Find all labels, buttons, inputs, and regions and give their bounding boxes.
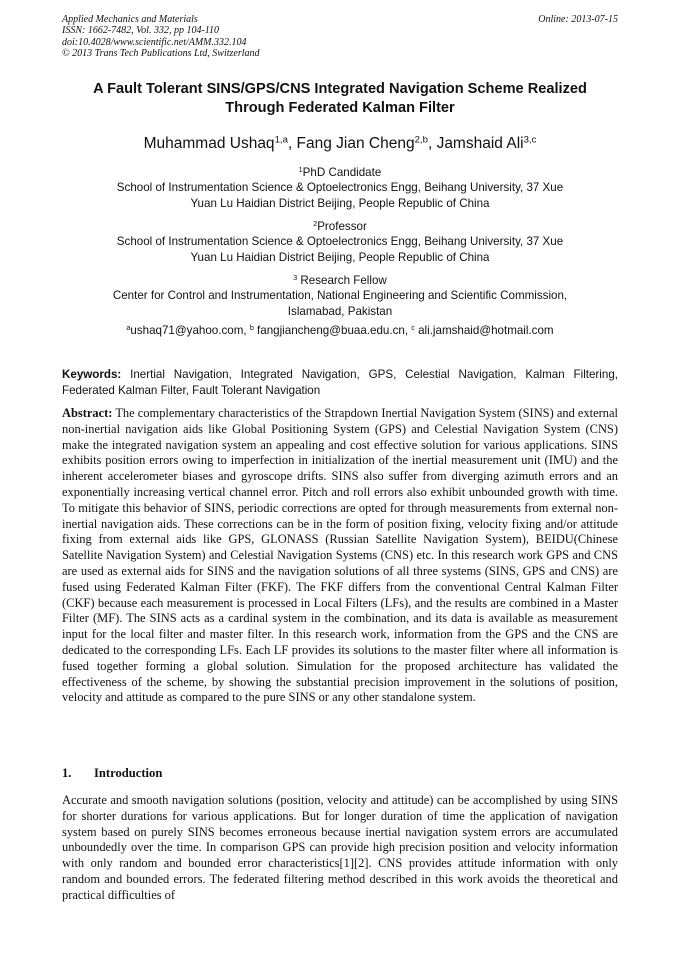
paper-title: A Fault Tolerant SINS/GPS/CNS Integrated Navigation Scheme Realized Through Federated Kalman Filter [93,81,587,116]
affiliation-line: Yuan Lu Haidian District Beijing, People Republic of China [190,196,490,210]
affiliation-3 [62,273,618,319]
journal-name: Applied Mechanics and Materials [62,14,198,25]
author-separator: , [427,135,437,152]
affiliation-2 [62,219,618,265]
affiliation-mark: 1 [298,165,303,175]
affiliation-mark: 2 [313,219,318,229]
section-heading [62,765,618,781]
email-address[interactable]: ali.jamshaid@hotmail.com [414,324,554,337]
copyright-line: © 2013 Trans Tech Publications Ltd, Switzerland [62,48,260,60]
email-mark: b [249,323,254,333]
email-mark: c [411,323,415,333]
affiliation-role [62,219,618,234]
affiliation-role [62,273,618,288]
affiliation-line: Islamabad, Pakistan [287,304,393,318]
affiliation-role [62,165,618,180]
author-name: Jamshaid Ali [436,135,524,152]
affiliation-mark: 3 [293,273,298,283]
author-list [62,134,618,154]
journal-header [62,14,618,60]
affiliation-line: School of Instrumentation Science & Optoelectronics Engg, Beihang University, 37 Xue [116,181,564,195]
section-title-text: Introduction [94,766,163,780]
affiliation-1 [62,165,618,211]
online-date: Online: 2013-07-15 [538,14,618,25]
affiliation-role-text: PhD Candidate [302,166,382,179]
email-list [62,323,618,338]
author-affiliation-mark: 3,c [523,134,537,146]
keywords-label: Keywords: [62,368,122,381]
email-separator: , [404,324,412,337]
affiliation-line: Center for Control and Instrumentation, National Engineering and Scientific Commission, [112,289,568,303]
affiliation-role-text: Professor [317,220,367,233]
author-separator: , [287,135,297,152]
doi-line: doi:10.4028/www.scientific.net/AMM.332.104 [62,36,247,48]
affiliation-role-text: Research Fellow [297,274,387,287]
abstract-label: Abstract: [62,406,113,420]
author-name: Fang Jian Cheng [296,135,415,152]
keywords-text: Inertial Navigation, Integrated Navigation, GPS, Celestial Navigation, Kalman Filtering, Federated Kalman Filter, Fault Tolerant Navigation [62,368,618,397]
issn-line: ISSN: 1662-7482, Vol. 332, pp 104-110 [62,25,220,37]
keywords [62,367,618,399]
abstract [62,406,618,706]
author-affiliation-mark: 1,a [274,134,288,146]
email-address[interactable]: fangjiancheng@buaa.edu.cn [253,324,405,337]
affiliation-line: Yuan Lu Haidian District Beijing, People Republic of China [190,250,490,264]
email-mark: a [126,323,131,333]
author-affiliation-mark: 2,b [414,134,428,146]
affiliation-line: School of Instrumentation Science & Optoelectronics Engg, Beihang University, 37 Xue [116,235,564,249]
abstract-text: The complementary characteristics of the Strapdown Inertial Navigation System (SINS) and external non-inertial navigation aids like Global Positioning System (GPS) and Celestial Navigation System (CNS) make the integrated navigation system an appealing and cost effective solution for various applications. SINS exhibits position errors owing to imperfection in initialization of the inertial measurement unit (IMU) and the inherent accelerometer biases and gyroscope drifts. SINS also suffer from diverging azimuth errors and an exponentially increasing vertical channel error. Pitch and roll errors also exhibit unbounded growth with time. To mitigate this behavior of SINS, periodic corrections are opted for through measurements from external non-inertial navigation aids. These corrections can be in the form of position fixing, velocity fixing and/or attitude fixing from external aids like GPS, GLONASS (Russian Satellite Navigation System), BEIDU(Chinese Satellite Navigation System) and Celestial Navigation Systems (CNS) etc. In this research work GPS and CNS are used as external aids for SINS and the navigation solutions of all three systems (SINS, GPS and CNS) are fused using Federated Kalman Filter (FKF). The FKF differs from the conventional Central Kalman Filter (CKF) because each measurement is processed in Local Filters (LFs), and the results are combined in a Master Filter (MF). The SINS acts as a cardinal system in the combination, and its data is available as measurement input for the local filter and master filter. In this research work, information from the GPS and the CNS are dedicated to the corresponding LFs. Each LF provides its solutions to the master filter where all information is fused together forming a global solution. Simulation for the proposed architecture has validated the effectiveness of the scheme, by showing the substantial precision improvement in the solutions of position, velocity and attitude as compared to the pure SINS or any other standalone system. [62,406,618,705]
author-name: Muhammad Ushaq [143,135,275,152]
email-address[interactable]: ushaq71@yahoo.com [130,324,244,337]
email-separator: , [243,324,250,337]
section-number: 1. [62,766,72,780]
introduction-paragraph: Accurate and smooth navigation solutions (position, velocity and attitude) can be accomplished by using SINS for shorter durations for various applications. But for longer duration of time the application of navigation system based on purely SINS becomes erroneous because inertial navigation system errors are accumulated unboundedly over the time. In comparison GPS can provide high precision position and velocity information with only random and bounded error characteristics[1][2]. CNS provides attitude information with only random and bounded errors. The federated filtering method described in this work avoids the theoretical and practical difficulties of [62,793,618,902]
